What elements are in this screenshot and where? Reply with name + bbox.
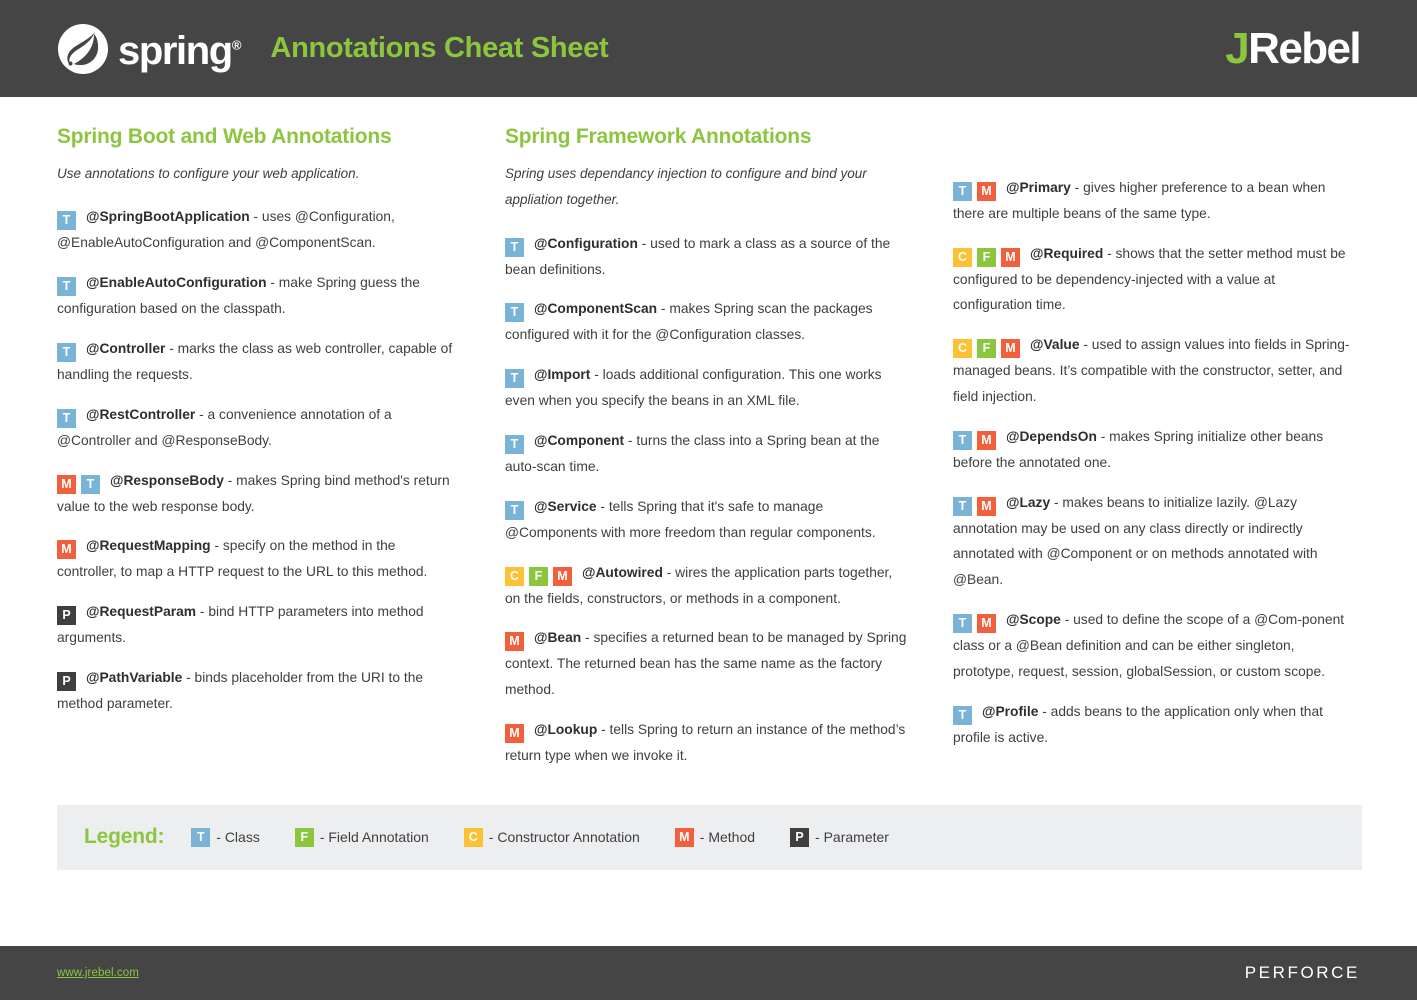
- legend-item: [790, 828, 889, 847]
- badge-m-icon: M: [505, 632, 524, 651]
- annotation-description: - marks the class as web controller, capable of handling the requests.: [57, 340, 453, 382]
- annotation-description: - used to define the scope of a @Com-ponent class or a @Bean definition and can be either singleton, prototype, request, session, globalSession, or custom scope.: [953, 611, 1345, 679]
- badge-group: [505, 565, 578, 583]
- badge-group: [505, 367, 530, 386]
- column-subtitle: Spring uses dependancy injection to configure and bind your appliation together.: [505, 166, 867, 208]
- annotation-description: - specify on the method in the controller, to map a HTTP request to the URL to this method.: [57, 538, 428, 580]
- badge-t-icon: T: [505, 238, 524, 257]
- legend-items: [191, 828, 924, 847]
- badge-group: [953, 495, 1002, 513]
- annotation-description: - make Spring guess the configuration based on the classpath.: [57, 275, 420, 317]
- legend-bar: [57, 805, 1362, 870]
- annotation-entry: [505, 428, 907, 480]
- annotation-name: @SpringBootApplication: [86, 209, 250, 225]
- annotation-description: - bind HTTP parameters into method arguments.: [57, 604, 424, 646]
- column-subtitle: Use annotations to configure your web application.: [57, 166, 360, 181]
- column-spring-framework-continued: [953, 125, 1355, 764]
- annotation-name: @RestController: [86, 406, 196, 422]
- badge-f-icon: F: [977, 339, 996, 358]
- registered-mark: ®: [231, 37, 242, 53]
- annotation-name: @RequestMapping: [86, 538, 211, 554]
- badge-f-icon: F: [529, 567, 548, 586]
- legend-item-label: - Parameter: [815, 829, 889, 846]
- page-footer: [0, 946, 1417, 1000]
- annotation-description: - used to assign values into fields in Spring-managed beans. It’s compatible with the constructor, setter, and field injection.: [953, 337, 1350, 404]
- badge-group: [57, 341, 82, 359]
- legend-item-label: - Class: [216, 829, 260, 846]
- badge-p-icon: P: [57, 672, 76, 691]
- badge-t-icon: T: [57, 343, 76, 362]
- badge-group: [57, 473, 106, 491]
- legend-item: [464, 828, 640, 847]
- badge-t-icon: T: [953, 431, 972, 450]
- jrebel-logo-rebel: Rebel: [1248, 23, 1360, 73]
- perforce-logo: PERFORCE: [1244, 963, 1360, 982]
- annotation-description: - shows that the setter method must be configured to be dependency-injected with a value at configuration time.: [953, 245, 1346, 313]
- badge-m-icon: M: [675, 828, 694, 847]
- badge-t-icon: T: [505, 435, 524, 454]
- legend-item: [191, 828, 260, 847]
- badge-m-icon: M: [977, 497, 996, 516]
- annotation-entry: [953, 175, 1355, 227]
- badge-group: [505, 433, 530, 452]
- badge-group: [953, 180, 1002, 198]
- annotation-entry: [57, 204, 459, 256]
- legend-item-label: - Method: [699, 829, 756, 846]
- annotation-name: @Service: [534, 498, 597, 514]
- badge-group: [57, 407, 82, 425]
- badge-t-icon: T: [505, 501, 524, 520]
- annotation-description: - tells Spring that it's safe to manage @Components with more freedom than regular components.: [505, 498, 876, 540]
- annotation-entry: [505, 560, 907, 612]
- badge-t-icon: T: [57, 409, 76, 428]
- cheat-sheet-body: [0, 97, 1417, 870]
- annotation-name: @Autowired: [582, 564, 663, 580]
- spring-logo: [57, 23, 241, 75]
- badge-m-icon: M: [57, 540, 76, 559]
- annotation-name: @Configuration: [534, 235, 638, 251]
- annotation-entry: [953, 241, 1355, 319]
- columns-container: [57, 125, 1362, 783]
- annotation-entry: [57, 468, 459, 520]
- annotation-name: @Required: [1030, 245, 1104, 261]
- annotation-name: @Lookup: [534, 722, 598, 737]
- page-header: [0, 0, 1417, 97]
- column-spring-framework: [505, 125, 907, 783]
- annotation-description: - tells Spring to return an instance of the method’s return type when we invoke it.: [505, 722, 906, 763]
- badge-t-icon: T: [953, 706, 972, 725]
- badge-group: [57, 209, 82, 228]
- spring-leaf-icon: [57, 23, 109, 75]
- annotation-entry: [505, 296, 907, 348]
- annotation-entry: [57, 270, 459, 322]
- annotation-name: @Controller: [86, 340, 166, 356]
- annotation-entry: [505, 625, 907, 703]
- badge-p-icon: P: [790, 828, 809, 847]
- badge-group: [953, 337, 1026, 356]
- badge-c-icon: C: [953, 339, 972, 358]
- annotation-name: @PathVariable: [86, 669, 183, 685]
- badge-group: [505, 236, 530, 254]
- annotation-description: - binds placeholder from the URI to the method parameter.: [57, 669, 424, 711]
- annotation-name: @Bean: [534, 630, 582, 646]
- page-title: Annotations Cheat Sheet: [270, 32, 609, 64]
- badge-group: [505, 630, 530, 649]
- annotation-name: @ResponseBody: [110, 472, 224, 488]
- badge-t-icon: T: [57, 277, 76, 296]
- badge-m-icon: M: [977, 431, 996, 450]
- legend-title: Legend:: [84, 825, 165, 849]
- annotation-entry: [57, 599, 459, 651]
- spring-wordmark: [118, 28, 242, 73]
- annotation-description: - uses @Configuration, @EnableAutoConfiguration and @ComponentScan.: [57, 209, 395, 251]
- badge-group: [505, 722, 530, 740]
- annotation-description: - wires the application parts together, on the fields, constructors, or methods in a component.: [505, 564, 893, 606]
- badge-m-icon: M: [1001, 248, 1020, 267]
- annotation-entry: [505, 717, 907, 769]
- annotation-description: - makes beans to initialize lazily. @Lazy annotation may be used on any class directly or indirectly annotated with @Component or on methods annotated with @Bean.: [953, 494, 1318, 588]
- annotation-name: @ComponentScan: [534, 301, 658, 317]
- badge-m-icon: M: [57, 475, 76, 494]
- badge-t-icon: T: [57, 211, 76, 230]
- badge-t-icon: T: [191, 828, 210, 847]
- annotation-entry: [953, 607, 1355, 685]
- badge-group: [953, 612, 1002, 630]
- badge-t-icon: T: [953, 497, 972, 516]
- badge-group: [57, 275, 82, 294]
- badge-p-icon: P: [57, 606, 76, 625]
- column-title: Spring Framework Annotations: [505, 125, 812, 148]
- column-title: Spring Boot and Web Annotations: [57, 125, 392, 148]
- entry-list: [953, 175, 1355, 751]
- annotation-description: - a convenience annotation of a @Controller and @ResponseBody.: [57, 406, 392, 448]
- annotation-name: @Profile: [982, 703, 1039, 719]
- badge-group: [505, 301, 530, 320]
- badge-group: [57, 538, 82, 557]
- annotation-name: @Component: [534, 433, 625, 449]
- jrebel-website-link[interactable]: www.jrebel.com: [57, 967, 139, 979]
- annotation-entry: [57, 665, 459, 717]
- legend-item-label: - Field Annotation: [319, 829, 429, 846]
- annotation-entry: [57, 402, 459, 454]
- legend-item: [295, 828, 429, 847]
- annotation-description: - gives higher preference to a bean when there are multiple beans of the same type.: [953, 179, 1326, 221]
- annotation-entry: [57, 336, 459, 388]
- badge-c-icon: C: [505, 567, 524, 586]
- annotation-description: - adds beans to the application only when that profile is active.: [953, 703, 1323, 745]
- annotation-entry: [953, 699, 1355, 751]
- spring-wordmark-text: spring: [118, 28, 232, 73]
- annotation-description: - turns the class into a Spring bean at the auto-scan time.: [505, 433, 880, 475]
- badge-c-icon: C: [953, 248, 972, 267]
- annotation-entry: [953, 424, 1355, 476]
- legend-item: [675, 828, 755, 847]
- entry-list: [505, 231, 907, 769]
- badge-t-icon: T: [81, 475, 100, 494]
- badge-group: [953, 246, 1026, 264]
- annotation-name: @Scope: [1006, 611, 1061, 627]
- annotation-name: @EnableAutoConfiguration: [86, 275, 267, 291]
- badge-f-icon: F: [295, 828, 314, 847]
- annotation-description: - loads additional configuration. This one works even when you specify the beans in an XML file.: [505, 367, 882, 409]
- badge-t-icon: T: [505, 303, 524, 322]
- badge-group: [953, 429, 1002, 447]
- badge-m-icon: M: [553, 567, 572, 586]
- annotation-description: - used to mark a class as a source of the bean definitions.: [505, 235, 891, 277]
- badge-t-icon: T: [505, 369, 524, 388]
- annotation-entry: [953, 332, 1355, 410]
- badge-m-icon: M: [1001, 339, 1020, 358]
- annotation-entry: [505, 362, 907, 414]
- annotation-name: @Primary: [1006, 179, 1071, 195]
- badge-group: [505, 499, 530, 517]
- annotation-entry: [57, 533, 459, 585]
- jrebel-logo: [1225, 23, 1360, 73]
- jrebel-logo-j: J: [1225, 23, 1249, 73]
- annotation-name: @Import: [534, 367, 591, 383]
- badge-f-icon: F: [977, 248, 996, 267]
- badge-t-icon: T: [953, 182, 972, 201]
- badge-group: [57, 604, 82, 623]
- annotation-description: - specifies a returned bean to be managed by Spring context. The returned bean has the same name as the factory method.: [505, 630, 907, 698]
- column-spring-boot-web: [57, 125, 459, 731]
- legend-item-label: - Constructor Annotation: [488, 829, 640, 846]
- badge-t-icon: T: [953, 614, 972, 633]
- badge-c-icon: C: [464, 828, 483, 847]
- annotation-name: @Lazy: [1006, 494, 1051, 510]
- annotation-entry: [953, 490, 1355, 593]
- annotation-entry: [505, 494, 907, 546]
- badge-m-icon: M: [977, 614, 996, 633]
- annotation-name: @DependsOn: [1006, 428, 1097, 444]
- badge-group: [953, 704, 978, 722]
- annotation-description: - makes Spring bind method's return value to the web response body.: [57, 472, 450, 514]
- badge-group: [57, 670, 82, 688]
- annotation-name: @RequestParam: [86, 604, 197, 620]
- annotation-description: - makes Spring initialize other beans before the annotated one.: [953, 428, 1324, 470]
- annotation-description: - makes Spring scan the packages configured with it for the @Configuration classes.: [505, 301, 873, 343]
- badge-m-icon: M: [505, 724, 524, 743]
- annotation-entry: [505, 231, 907, 283]
- annotation-name: @Value: [1030, 337, 1080, 353]
- entry-list: [57, 204, 459, 716]
- badge-m-icon: M: [977, 182, 996, 201]
